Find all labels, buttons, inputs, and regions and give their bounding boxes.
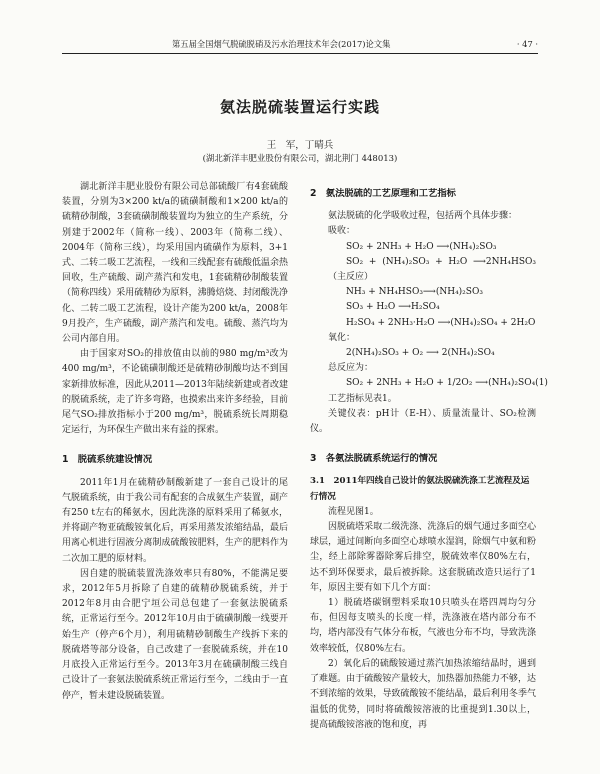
key-instruments-paragraph: 关键仪表：pH计（E-H）、质量流量计、SO₂检测仪。 bbox=[310, 408, 536, 435]
header-rule bbox=[62, 53, 538, 54]
page-number: · 47 · bbox=[516, 39, 538, 49]
equation-7: SO₂ + 2NH₃ + H₂O + 1/2O₂ ⟶(NH₄)₂SO₄(1) bbox=[346, 378, 548, 389]
equation-4: SO₃ + H₂O ⟶H₂SO₄ bbox=[346, 302, 440, 313]
flow-figure-reference: 流程见图1。 bbox=[328, 506, 379, 517]
paper-title: 氨法脱硫装置运行实践 bbox=[219, 98, 380, 116]
authors: 王 军，丁晴兵 bbox=[266, 140, 334, 151]
section-3-paragraph-2: 1）脱硫塔碳钢塑料采取10只喷头在塔四周均匀分布，但因每支喷头的长度一样，洗涤液在塔内部分布不均，塔内部没有气体分布板，气液也分布不均，导致洗涤效率较低，仅80%左右。 bbox=[310, 598, 536, 654]
oxidation-label: 氧化： bbox=[328, 332, 356, 343]
equation-5: H₂SO₄ + 2NH₃·H₂O ⟶(NH₄)₂SO₄ + 2H₂O bbox=[346, 317, 536, 328]
conference-title: 第五届全国烟气脱硫脱硝及污水治理技术年会(2017)论文集 bbox=[172, 39, 391, 49]
equation-1: SO₂ + 2NH₃ + H₂O ⟶(NH₄)₂SO₃ bbox=[346, 241, 497, 252]
equation-2: SO₂ + (NH₄)₂SO₃ + H₂O ⟶2NH₄HSO₃（主反应） bbox=[328, 256, 536, 283]
section-3-paragraph-3: 2）氧化后的硫酸铵通过蒸汽加热浓缩结晶时，遇到了难题。由于硫酸铵产量较大，加热器加热能力不够，达不到浓缩的效果，导致硫酸铵不能结晶，最后利用冬季气温低的优势，同时将硫酸铵溶液的比重提到1.30以上，提高硫酸铵溶液的饱和度，再 bbox=[310, 658, 536, 730]
section-1-heading: 1 脱硫系统建设情况 bbox=[62, 454, 153, 466]
section-3-paragraph-1: 因脱硫塔采取二级洗涤、洗涤后的烟气通过多面空心球层，通过间断向多面空心球喷水湿润，除烟气中氨和粉尘，经上部除雾器除雾后排空，脱硫效率仅80%左右，达不到环保要求，最后被拆除。这套脱硫改造只运行了1年，原因主要有如下几个方面： bbox=[310, 522, 536, 593]
equation-6: 2(NH₄)₂SO₃ + O₂ ⟶ 2(NH₄)₂SO₄ bbox=[346, 348, 495, 359]
intro-paragraph-2: 由于国家对SO₂的排放值由以前的980 mg/m³改为400 mg/m³，不论硫磺制酸还是硫精砂制酸均达不到国家新排放标准，因此从2011—2013年陆续新建或者改建的脱硫系统，走了许多弯路，也摸索出来许多经验，目前尾气SO₂排放指标小于200 mg/m³，脱硫系统长周期稳定运行，为环保生产做出来有益的探索。 bbox=[62, 349, 288, 436]
left-column bbox=[62, 180, 288, 704]
section-1-paragraph-2: 因自建的脱硫装置洗涤效率只有80%，不能满足要求，2012年5月拆除了自建的硫精砂脱硫系统，并于2012年8月由合肥宁垣公司总包建了一套氨法脱硫系统，正常运行至今。2012年10月由于硫磺制酸一线要开始生产（停产6个月），利用硫精砂制酸生产线拆下来的脱硫塔等部分设备，自己改建了一套脱硫系统，并在10月底投入正常运行至今。2013年3月在硫磺制酸三线自己设计了一套氨法脱硫系统正常运行至今，二线由于一直停产，暂未建设脱硫装置。 bbox=[62, 568, 288, 701]
absorption-label: 吸收： bbox=[328, 226, 356, 237]
subsection-3-1-heading: 3.1 2011年四线自己设计的氨法脱硫洗涤工艺流程及运行情况 bbox=[310, 476, 530, 502]
right-column bbox=[310, 186, 548, 733]
section-2-heading: 2 氨法脱硫的工艺原理和工艺指标 bbox=[310, 188, 456, 199]
equation-3: NH₃ + NH₄HSO₃⟶(NH₄)₂SO₃ bbox=[346, 287, 483, 298]
section-1-paragraph-1: 2011年1月在硫精砂制酸新建了一套自己设计的尾气脱硫系统，由于我公司有配套的合成氨生产装置，副产有250 t左右的稀氨水，因此洗涤的原料采用了稀氨水，并将副产物亚硫酸铵氧化后，再采用蒸发浓缩结晶，最后用离心机进行固液分离制成硫酸铵肥料，生产的肥料作为二次加工肥的原材料。 bbox=[62, 477, 288, 564]
total-reaction-label: 总反应为： bbox=[328, 363, 374, 374]
table-reference: 工艺指标见表1。 bbox=[328, 393, 397, 404]
intro-paragraph-1: 湖北新洋丰肥业股份有限公司总部硫酸厂有4套硫酸装置，分别为3×200 kt/a的硫磺制酸和1×200 kt/a的硫精砂制酸，3套硫磺制酸装置均为独立的生产系统，分别建于2002年（简称一线）、2003年（简称二线）、2004年（简称三线），均采用国内硫磺作为原料，3+1式、二转二吸工艺流程，一线和三线配套有硫酸低温余热回收，生产硫酸、副产蒸汽和发电，1套硫精砂制酸装置（简称四线）采用硫精砂为原料，沸腾焙烧、封闭酸洗净化、二转二吸工艺流程，设计产能为200 kt/a，2008年9月投产，生产硫酸，副产蒸汽和发电。硫酸、蒸汽均为公司内部自用。 bbox=[62, 182, 288, 345]
section-3-heading: 3 各氨法脱硫系统运行的情况 bbox=[310, 453, 438, 465]
affiliation: (湖北新洋丰肥业股份有限公司，湖北荆门 448013) bbox=[202, 154, 398, 164]
section-2-paragraph-1: 氨法脱硫的化学吸收过程，包括两个具体步骤： bbox=[328, 211, 518, 222]
running-header bbox=[62, 38, 538, 50]
